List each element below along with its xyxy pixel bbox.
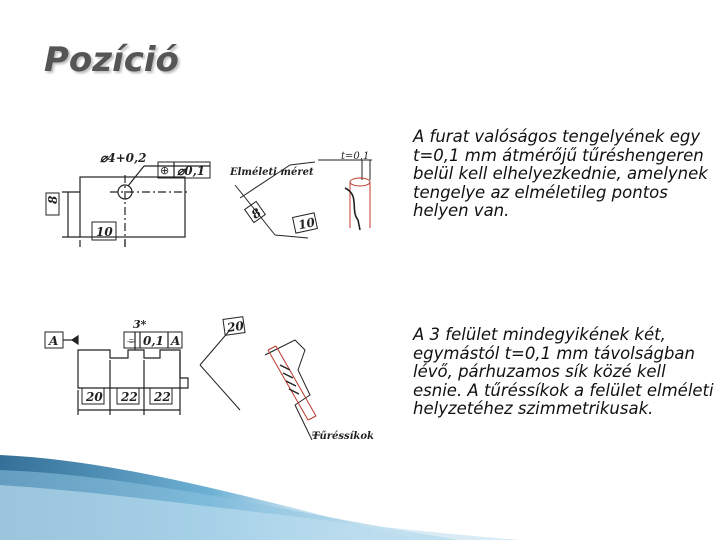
slide-title: Pozíció <box>44 40 179 80</box>
datum-letter: A <box>49 334 59 348</box>
dimension-20: 20 <box>86 390 103 404</box>
dimension-22-second: 22 <box>154 390 171 404</box>
position-symbol: ⌯ <box>127 334 136 347</box>
sketch-dimension-20: 20 <box>226 318 245 335</box>
hole-position-drawing <box>40 140 380 250</box>
tolerance-value: ⌀0,1 <box>177 164 206 178</box>
sketch-dimension-8: 8 <box>248 205 264 222</box>
tolerance-planes-label: Tűréssíkok <box>312 431 374 442</box>
dimension-10: 10 <box>96 225 113 239</box>
tolerance-t-label: t=0,1 <box>341 151 370 162</box>
decorative-swoosh <box>0 440 720 540</box>
dimension-8: 8 <box>46 195 60 204</box>
frame-datum-ref: A <box>171 334 181 348</box>
surfaces-position-drawing <box>40 310 380 450</box>
sketch-dimension-10: 10 <box>296 215 317 233</box>
hole-diameter-callout: ⌀4+0,2 <box>100 151 147 165</box>
description-position-surfaces: A 3 felület mindegyikének két, egymástól t=0,1 mm távolságban lévő, párhuzamos sík közé kell esnie. A tűréssíkok a felület elméleti helyzetéhez szimmetrikusak. <box>413 325 714 418</box>
position-symbol: ⊕ <box>160 164 170 177</box>
theoretical-dimension-label: Elméleti méret <box>230 167 314 178</box>
frame-tolerance-value: 0,1 <box>143 334 164 348</box>
dimension-22-first: 22 <box>121 390 138 404</box>
description-position-hole: A furat valóságos tengelyének egy t=0,1 mm átmérőjű tűréshengeren belül kell elhelyezkednie, amelynek tengelye az elméletileg pontos helyen van. <box>413 127 708 220</box>
count-label: 3* <box>133 318 147 331</box>
